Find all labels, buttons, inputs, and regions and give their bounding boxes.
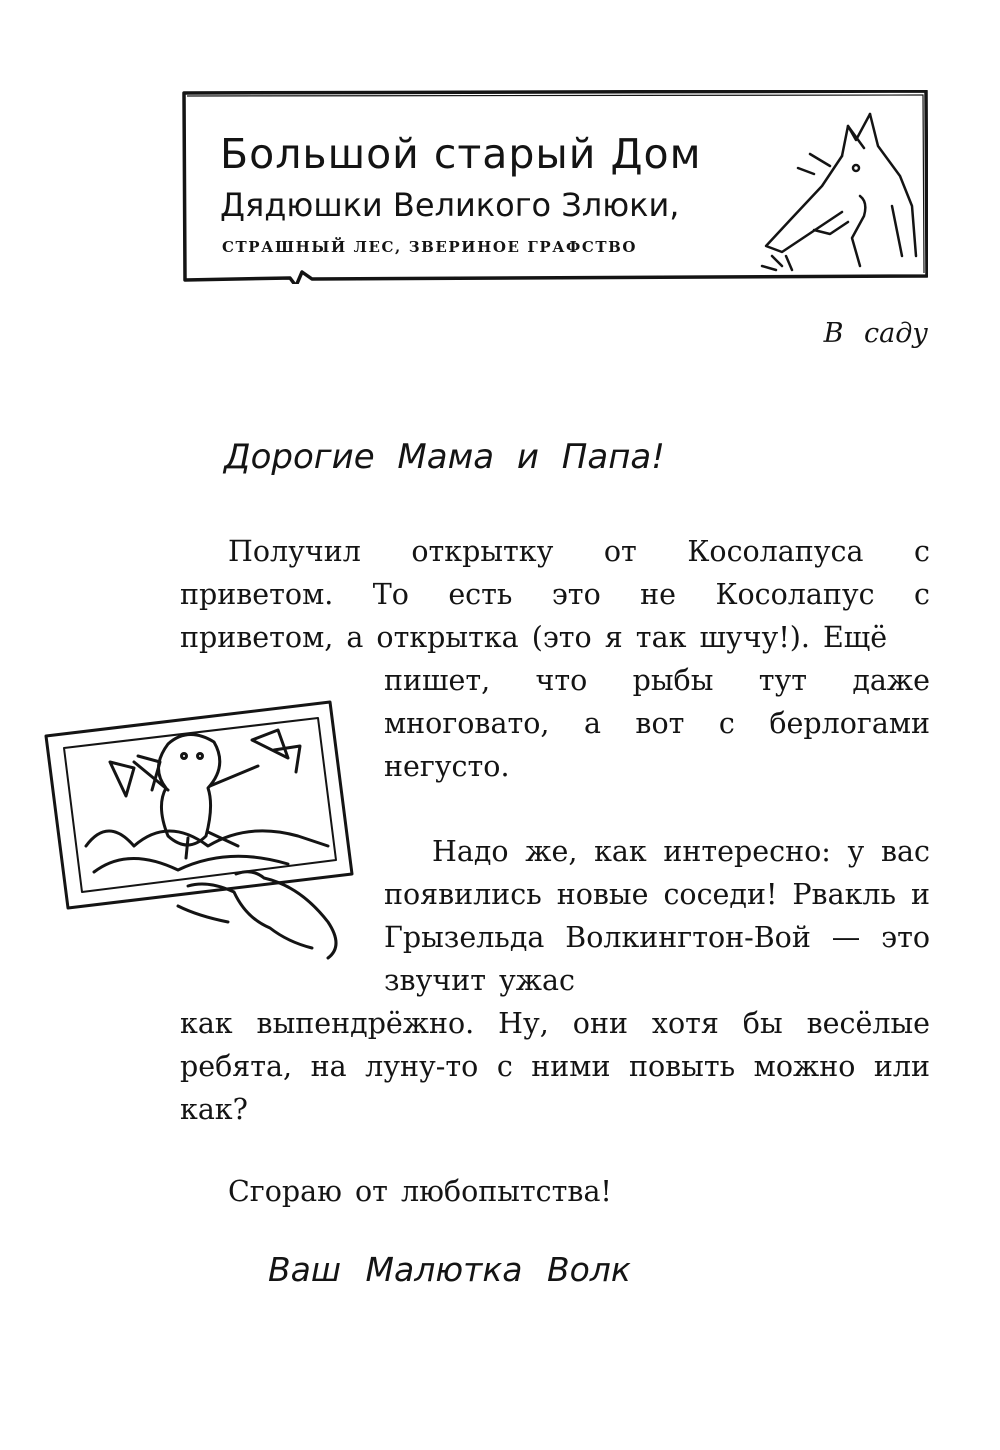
letterhead-subtitle: Дядюшки Великого Злюки, [220, 186, 680, 224]
paragraph-2-top: Надо же, как интересно: у вас появились новые соседи! Рвакль и Грызельда Волкингтон-Вой — это звучит ужас [384, 835, 930, 997]
letterhead-box [182, 90, 928, 284]
paragraph-2-bottom: как выпендрёжно. Ну, они хотя бы весёлые ребята, на луну-то с ними повыть можно или как? [180, 1007, 930, 1126]
greeting: Дорогие Мама и Папа! [224, 437, 665, 477]
letterhead-address: СТРАШНЫЙ ЛЕС, ЗВЕРИНОЕ ГРАФСТВО [222, 238, 638, 256]
paragraph-1-top: Получил открытку от Косолапуса с приветом. То есть это не Косолапус с приветом, а открытка (это я так шучу!). Ещё [180, 535, 930, 654]
bear-postcard-sketch-icon [38, 696, 368, 962]
closing-line: Сгораю от любопытства! [228, 1175, 612, 1208]
letterhead-title: Большой старый Дом [220, 130, 702, 178]
location-label: В саду [823, 318, 928, 349]
signature: Ваш Малютка Волк [268, 1250, 631, 1289]
wolf-sketch-icon [752, 106, 922, 278]
paragraph-1-bottom: пишет, что рыбы тут даже многовато, а вот с берлогами негусто. [384, 664, 930, 783]
